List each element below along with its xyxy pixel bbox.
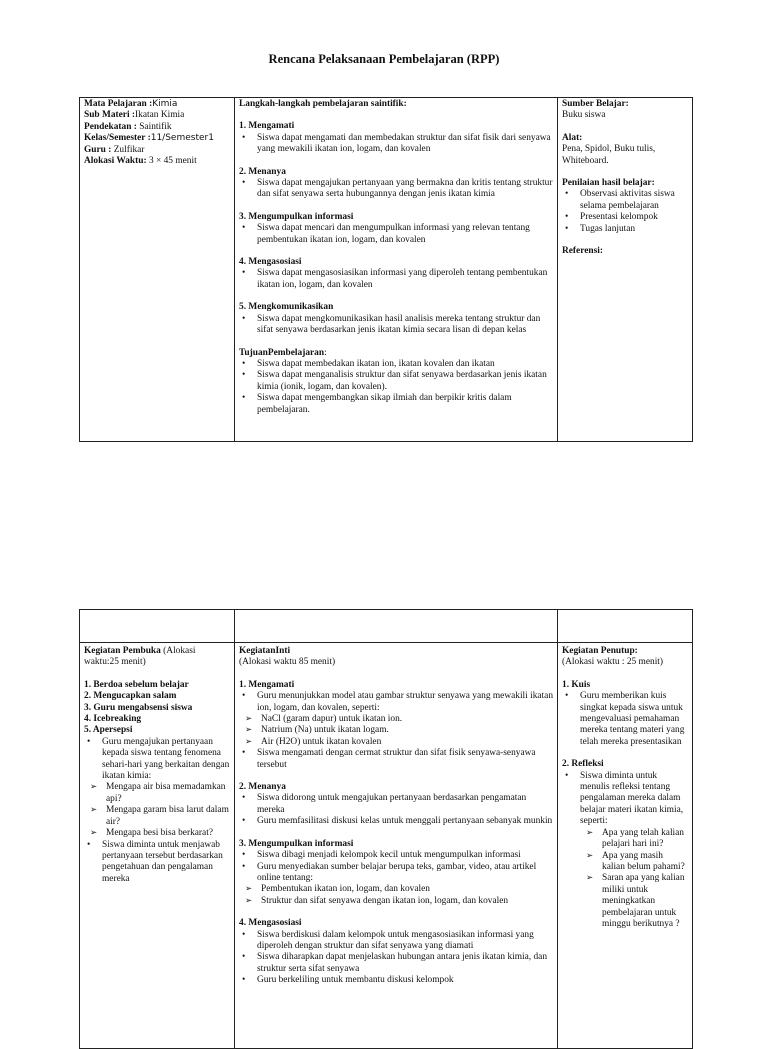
core-item: • Guru menunjukkan model atau gambar struktur senyawa yang mewakili ikatan ion, logam, dan kovalen, seperti: ➢ NaCl (garam dapur) untuk ikatan ion. ➢ Natrium (Na) untuk ikatan logam. ➢ Air (H2O) untuk ikatan kovalen	[239, 691, 553, 748]
reflection-question: ➢ Saran apa yang kalian miliki untuk meningkatkan pembelajaran untuk minggu berikutnya ?	[580, 873, 688, 930]
core-example: ➢ Natrium (Na) untuk ikatan logam.	[239, 725, 553, 736]
step-item: • Siswa dapat mengkomunikasikan hasil analisis mereka tentang struktur dan sifat senyawa berdasarkan jenis ikatan kimia secara lisan di depan kelas	[239, 314, 553, 337]
sources-value: Buku siswa	[562, 110, 606, 121]
info-class-semester: Kelas/Semester :11/Semester1	[84, 133, 214, 144]
step-item: • Siswa dapat mengajukan pertanyaan yang bermakna dan kritis tentang struktur dan sifat senyawa serta hubungannya dengan jenis ikatan kimia	[239, 178, 553, 201]
assessment-item: • Presentasi kelompok	[562, 212, 688, 223]
reflection-question: ➢ Apa yang masih kalian belum pahami?	[580, 851, 688, 874]
closing-step-title: 1. Kuis	[562, 679, 591, 690]
plan-table-activities	[79, 609, 693, 1049]
opening-step: 4. Icebreaking	[84, 714, 142, 725]
core-example: ➢ NaCl (garam dapur) untuk ikatan ion.	[239, 714, 553, 725]
info-time-allocation: Alokasi Waktu: 3 × 45 menit	[84, 156, 197, 167]
core-step-title: 4. Mengasosiasi	[239, 918, 302, 929]
step-item: • Siswa dapat mencari dan mengumpulkan informasi yang relevan tentang pembentukan ikatan ion, logam, dan kovalen	[239, 223, 553, 246]
reflection-question: ➢ Apa yang telah kalian pelajari hari ini?	[580, 828, 688, 851]
sources-title: Sumber Belajar:	[562, 99, 629, 109]
core-column	[235, 645, 557, 1048]
opening-question: ➢ Mengapa air bisa memadamkan api?	[84, 782, 231, 805]
core-item: • Siswa berdiskusi dalam kelompok untuk mengasosiasikan informasi yang diperoleh dengan struktur dan sifat senyawa yang diamati	[239, 930, 553, 953]
core-item: • Siswa dibagi menjadi kelompok kecil untuk mengumpulkan informasi	[239, 850, 553, 861]
step-item: • Siswa dapat mengamati dan membedakan struktur dan sifat fisik dari senyawa yang mewakili ikatan ion, logam, dan kovalen	[239, 133, 553, 156]
closing-step-title: 2. Refleksi	[562, 759, 604, 770]
opening-step: 3. Guru mengabsensi siswa	[84, 702, 193, 713]
scientific-steps-column	[235, 98, 557, 441]
step-title: 5. Mengkomunikasikan	[239, 302, 334, 313]
core-example: ➢ Air (H2O) untuk ikatan kovalen	[239, 737, 553, 748]
core-topic: ➢ Pembentukan ikatan ion, logam, dan kovalen	[239, 884, 553, 895]
plan-table-top	[79, 97, 693, 442]
closing-item: • Siswa diminta untuk menulis refleksi tentang pengalaman mereka dalam belajar materi ikatan kimia, seperti: ➢ Apa yang telah kalian pelajari hari ini? ➢ Apa yang masih kalian belum pahami? ➢ Saran apa yang kalian miliki untuk meningkatkan pembelajaran untuk minggu berikutnya ?	[562, 771, 688, 931]
info-teacher: Guru : Zulfikar	[84, 144, 145, 155]
info-subject: Mata Pelajaran :Kimia	[84, 99, 178, 109]
closing-column	[558, 645, 692, 1048]
step-title: 1. Mengamati	[239, 121, 295, 132]
core-item: • Siswa didorong untuk mengajukan pertanyaan berdasarkan pengamatan mereka	[239, 793, 553, 816]
opening-title: Kegiatan Pembuka (Alokasi waktu:25 menit)	[84, 646, 196, 668]
opening-column	[80, 645, 235, 1048]
objective-item: • Siswa dapat membedakan ikatan ion, ikatan kovalen dan ikatan	[239, 359, 553, 370]
core-item: • Guru berkeliling untuk membantu diskusi kelompok	[239, 975, 553, 986]
step-title: 3. Mengumpulkan informasi	[239, 211, 354, 222]
step-title: 2. Menanya	[239, 166, 286, 177]
core-item: • Guru menyediakan sumber belajar berupa teks, gambar, video, atau artikel online tentang: ➢ Pembentukan ikatan ion, logam, dan kovalen ➢ Struktur dan sifat senyawa dengan ikatan ion, logam, dan kovalen	[239, 862, 553, 908]
objective-item: • Siswa dapat mengembangkan sikap ilmiah dan berpikir kritis dalam pembelajaran.	[239, 393, 553, 416]
step-item: • Siswa dapat mengasosiasikan informasi yang diperoleh tentang pembentukan ikatan ion, logam, dan kovalen	[239, 268, 553, 291]
opening-bullet: • Siswa diminta untuk menjawab pertanyaan tersebut berdasarkan pengetahuan dan pengalaman mereka	[84, 840, 231, 886]
closing-item: • Guru memberikan kuis singkat kepada siswa untuk mengevaluasi pemahaman mereka tentang materi yang telah mereka presentasikan	[562, 691, 688, 748]
objectives-title: TujuanPembelajaran:	[239, 347, 327, 358]
course-info-column	[80, 98, 235, 441]
document-title: Rencana Pelaksanaan Pembelajaran (RPP)	[268, 52, 500, 66]
core-topic: ➢ Struktur dan sifat senyawa dengan ikatan ion, logam, dan kovalen	[239, 896, 553, 907]
core-item: • Guru memfasilitasi diskusi kelas untuk menggali pertanyaan sebanyak munkin	[239, 816, 553, 827]
assessment-item: • Observasi aktivitas siswa selama pembelajaran	[562, 189, 688, 212]
opening-step: 2. Mengucapkan salam	[84, 691, 177, 702]
steps-header: Langkah-langkah pembelajaran saintifik:	[239, 99, 407, 109]
opening-bullet: • Guru mengajukan pertanyaan kepada siswa tentang fenomena sehari-hari yang berkaitan dengan ikatan kimia: ➢ Mengapa air bisa memadamkan api? ➢ Mengapa garam bisa larut dalam air? ➢ Mengapa besi bisa berkarat?	[84, 737, 231, 840]
closing-title: Kegiatan Penutup:	[562, 646, 638, 656]
opening-question: ➢ Mengapa besi bisa berkarat?	[84, 828, 231, 839]
opening-step: 5. Apersepsi	[84, 725, 133, 736]
step-title: 4. Mengasosiasi	[239, 257, 302, 268]
assessment-title: Penilaian hasil belajar:	[562, 178, 655, 189]
core-step-title: 1. Mengamati	[239, 679, 295, 690]
opening-step: 1. Berdoa sebelum belajar	[84, 679, 189, 690]
core-title: KegiatanInti	[239, 646, 291, 656]
info-approach: Pendekatan : Saintifik	[84, 121, 172, 132]
opening-question: ➢ Mengapa garam bisa larut dalam air?	[84, 805, 231, 828]
core-time: (Alokasi waktu 85 menit)	[239, 657, 336, 668]
tools-value: Pena, Spidol, Buku tulis, Whiteboard.	[562, 144, 656, 166]
assessment-item: • Tugas lanjutan	[562, 224, 688, 235]
tools-title: Alat:	[562, 132, 583, 143]
core-step-title: 2. Menanya	[239, 782, 286, 793]
closing-time: (Alokasi waktu : 25 menit)	[562, 657, 664, 668]
references-title: Referensi:	[562, 246, 603, 257]
core-item: • Siswa diharapkan dapat menjelaskan hubungan antara jenis ikatan kimia, dan struktur serta sifat senyawa	[239, 952, 553, 975]
resources-column	[558, 98, 692, 441]
core-item: • Siswa mengamati dengan cermat struktur dan sifat fisik senyawa-senyawa tersebut	[239, 748, 553, 771]
objective-item: • Siswa dapat menganalisis struktur dan sifat senyawa berdasarkan jenis ikatan kimia (ionik, logam, dan kovalen).	[239, 370, 553, 393]
info-sub-materi: Sub Materi :Ikatan Kimia	[84, 110, 185, 121]
core-step-title: 3. Mengumpulkan informasi	[239, 838, 354, 849]
